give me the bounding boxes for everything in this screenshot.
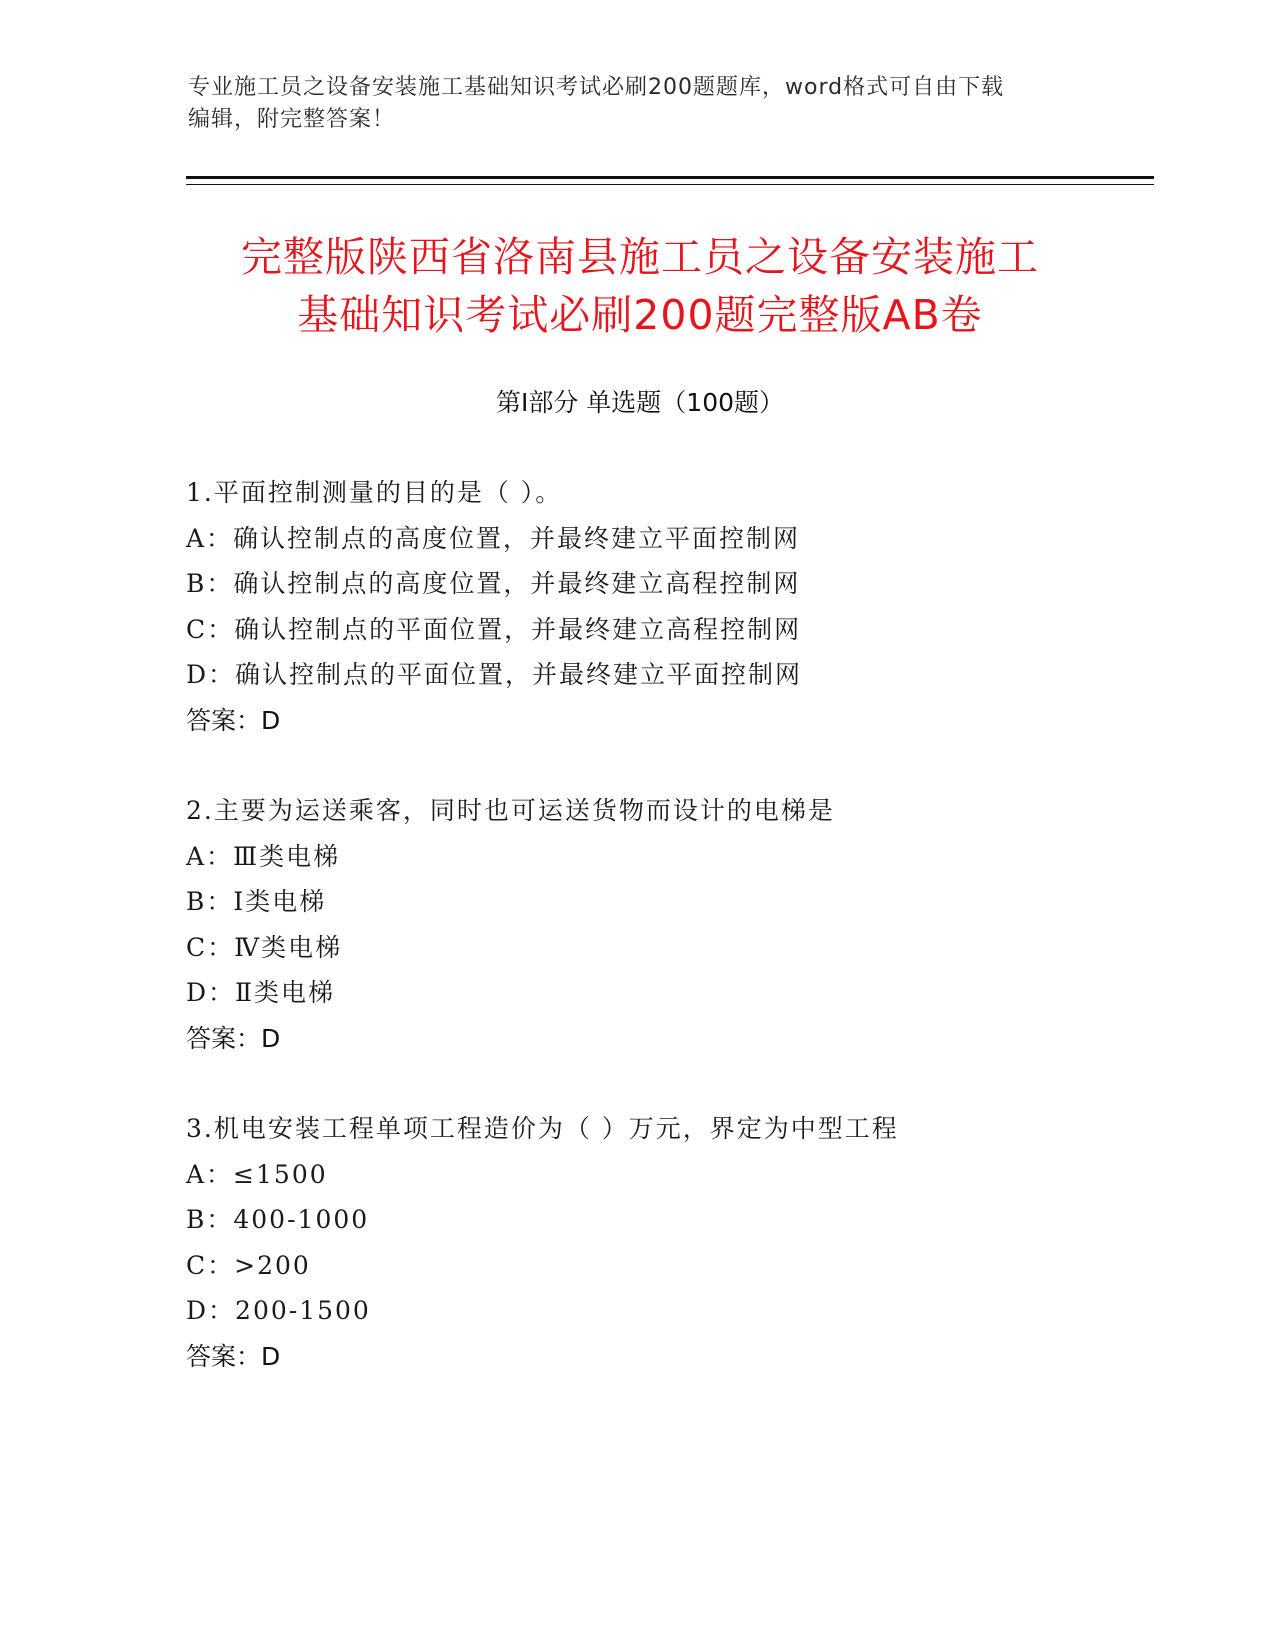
header-rule-thin <box>186 184 1154 185</box>
header-rule-thick <box>186 176 1154 179</box>
answer: 答案：D <box>186 1341 281 1371</box>
question-3 <box>186 1106 1086 1379</box>
question-stem: 3.机电安装工程单项工程造价为（ ）万元，界定为中型工程 <box>186 1114 899 1143</box>
question-2 <box>186 788 1086 1061</box>
option-d: D：Ⅱ类电梯 <box>186 978 336 1007</box>
option-a: A：≤1500 <box>186 1159 328 1189</box>
option-c: C：确认控制点的平面位置，并最终建立高程控制网 <box>186 614 802 644</box>
header-note-line-1: 专业施工员之设备安装施工基础知识考试必刷200题题库，word格式可自由下载 <box>188 75 1005 100</box>
option-a: A：确认控制点的高度位置，并最终建立平面控制网 <box>186 523 801 553</box>
header-note <box>188 72 1088 136</box>
option-b: B：400-1000 <box>186 1205 370 1234</box>
option-b: B：确认控制点的高度位置，并最终建立高程控制网 <box>186 569 801 598</box>
question-stem: 1.平面控制测量的目的是（ ）。 <box>186 478 563 507</box>
option-d: D：200-1500 <box>186 1296 371 1325</box>
option-c: C：Ⅳ类电梯 <box>186 932 343 962</box>
option-d: D：确认控制点的平面位置，并最终建立平面控制网 <box>186 660 803 689</box>
answer: 答案：D <box>186 705 281 735</box>
question-1 <box>186 470 1086 743</box>
document-title-line-2: 基础知识考试必刷200题完整版AB卷 <box>297 291 983 339</box>
header-note-line-2: 编辑，附完整答案！ <box>188 107 396 132</box>
option-b: B：Ⅰ类电梯 <box>186 887 327 916</box>
document-title-line-1: 完整版陕西省洛南县施工员之设备安装施工 <box>241 233 1039 281</box>
document-title <box>140 228 1140 344</box>
question-stem: 2.主要为运送乘客，同时也可运送货物而设计的电梯是 <box>186 796 835 825</box>
section-title: 第Ⅰ部分 单选题（100题） <box>495 388 785 417</box>
answer: 答案：D <box>186 1023 281 1053</box>
option-c: C：>200 <box>186 1250 311 1280</box>
option-a: A：Ⅲ类电梯 <box>186 841 341 871</box>
